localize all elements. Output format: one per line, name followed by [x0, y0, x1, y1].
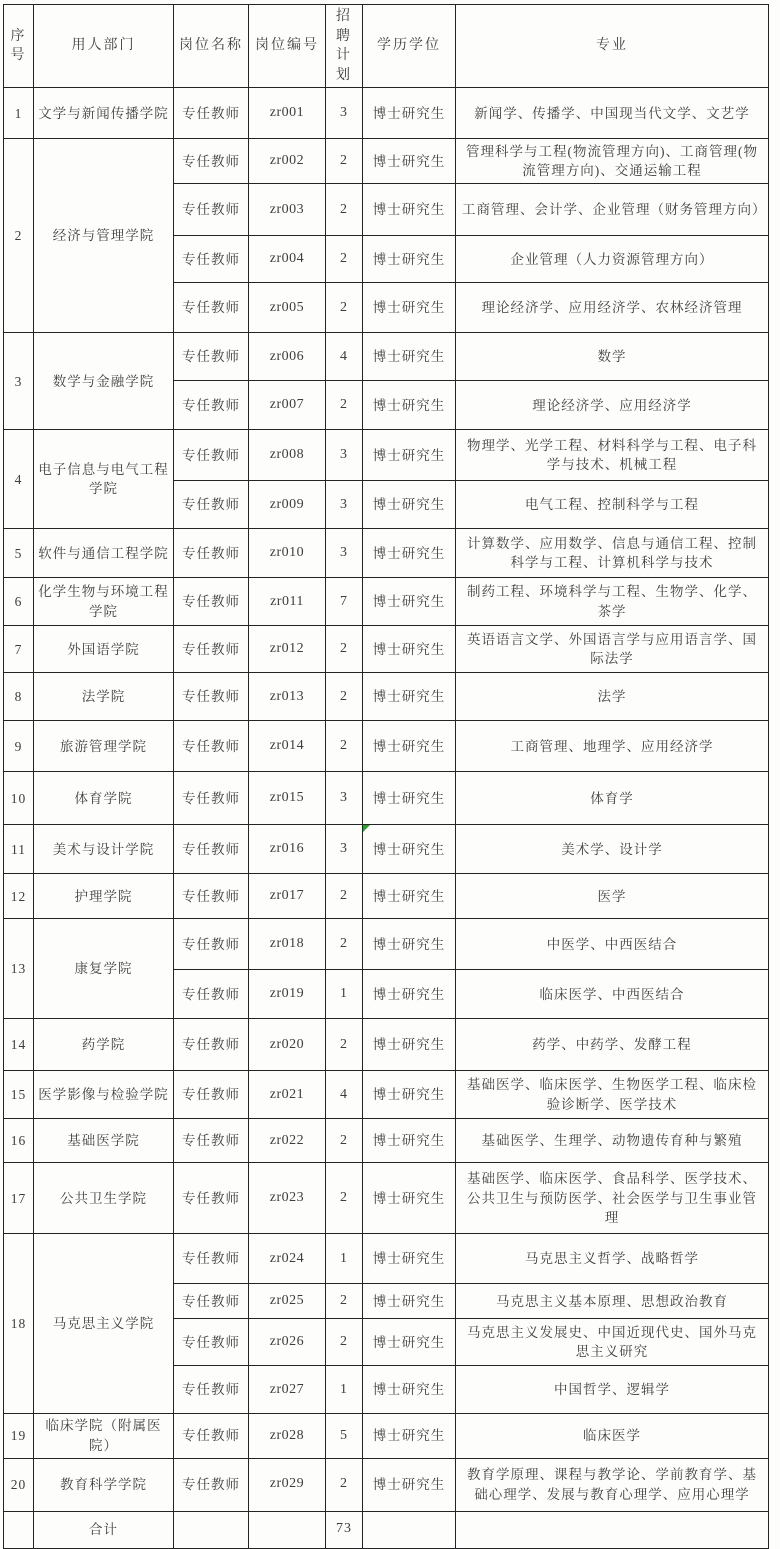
cell-degree: 博士研究生: [363, 139, 456, 184]
table-row: [4, 529, 769, 578]
cell-position-code: zr025: [249, 1284, 326, 1319]
cell-department: 基础医学院: [34, 1119, 174, 1163]
cell-position-code: zr009: [249, 481, 326, 529]
cell-quota: 3: [326, 88, 363, 139]
table-row: [4, 1119, 769, 1163]
cell-degree: 博士研究生: [363, 236, 456, 283]
cell-majors: 新闻学、传播学、中国现当代文学、文艺学: [456, 88, 769, 139]
cell-majors: 教育学原理、课程与教学论、学前教育学、基础心理学、发展与教育心理学、应用心理学: [456, 1458, 769, 1511]
cell-department: 康复学院: [34, 919, 174, 1019]
table-row: [4, 626, 769, 673]
cell-position-title: 专任教师: [174, 874, 249, 919]
cell-degree: 博士研究生: [363, 1414, 456, 1458]
cell-degree: 博士研究生: [363, 1366, 456, 1414]
cell-quota: 2: [326, 1284, 363, 1319]
cell-serial: 6: [4, 578, 34, 626]
cell-degree: 博士研究生: [363, 283, 456, 333]
cell-degree: 博士研究生: [363, 721, 456, 772]
cell-department: 教育科学学院: [34, 1458, 174, 1511]
table-row: [4, 673, 769, 721]
cell-position-code: zr001: [249, 88, 326, 139]
cell-total-label: 合计: [34, 1511, 174, 1548]
cell-majors: 中国哲学、逻辑学: [456, 1366, 769, 1414]
cell-serial: 8: [4, 673, 34, 721]
cell-position-title: 专任教师: [174, 481, 249, 529]
cell-degree: 博士研究生: [363, 1071, 456, 1119]
cell-degree: 博士研究生: [363, 1163, 456, 1234]
cell-majors: 美术学、设计学: [456, 825, 769, 874]
cell-degree: 博士研究生: [363, 1458, 456, 1511]
table-row: [4, 1163, 769, 1234]
cell-majors: 药学、中药学、发酵工程: [456, 1019, 769, 1071]
cell-degree: 博士研究生: [363, 1319, 456, 1366]
cell-majors: 基础医学、临床医学、食品科学、医学技术、公共卫生与预防医学、社会医学与卫生事业管理: [456, 1163, 769, 1234]
cell-serial: 5: [4, 529, 34, 578]
col-header-position-title: 岗位名称: [174, 5, 249, 88]
cell-majors: 医学: [456, 874, 769, 919]
table-row: [4, 825, 769, 874]
cell-degree: 博士研究生: [363, 874, 456, 919]
cell-position-code: zr005: [249, 283, 326, 333]
cell-degree: 博士研究生: [363, 578, 456, 626]
cell-quota: 2: [326, 283, 363, 333]
cell-quota: 2: [326, 626, 363, 673]
col-header-quota: 招聘计划: [326, 5, 363, 88]
table-row: [4, 578, 769, 626]
cell-position-title: 专任教师: [174, 626, 249, 673]
table-row: [4, 1414, 769, 1458]
cell-quota: 5: [326, 1414, 363, 1458]
cell-quota: 3: [326, 825, 363, 874]
col-header-department: 用人部门: [34, 5, 174, 88]
cell-majors: 临床医学、中西医结合: [456, 970, 769, 1019]
cell-quota: 2: [326, 139, 363, 184]
cell-quota: 4: [326, 1071, 363, 1119]
cell-position-code: zr023: [249, 1163, 326, 1234]
recruitment-table: [3, 4, 769, 1549]
cell-position-title: 专任教师: [174, 1366, 249, 1414]
cell-degree: 博士研究生: [363, 184, 456, 236]
cell-serial: 4: [4, 430, 34, 529]
cell-quota: 3: [326, 529, 363, 578]
cell-position-title: 专任教师: [174, 919, 249, 970]
cell-position-title: 专任教师: [174, 825, 249, 874]
cell-position-title: 专任教师: [174, 381, 249, 430]
cell-majors: 马克思主义基本原理、思想政治教育: [456, 1284, 769, 1319]
cell-degree: 博士研究生: [363, 919, 456, 970]
cell-position-title: 专任教师: [174, 1319, 249, 1366]
cell-position-code: zr004: [249, 236, 326, 283]
cell-quota: 2: [326, 673, 363, 721]
cell-position-code: zr003: [249, 184, 326, 236]
table-row: [4, 772, 769, 825]
cell-serial: 16: [4, 1119, 34, 1163]
cell-position-code: zr027: [249, 1366, 326, 1414]
cell-department: 医学影像与检验学院: [34, 1071, 174, 1119]
cell-majors: 英语语言文学、外国语言学与应用语言学、国际法学: [456, 626, 769, 673]
cell-majors: 基础医学、生理学、动物遗传育种与繁殖: [456, 1119, 769, 1163]
cell-quota: 3: [326, 430, 363, 481]
cell-quota: 2: [326, 184, 363, 236]
cell-degree-text: 博士研究生: [372, 841, 446, 857]
cell-quota: 1: [326, 970, 363, 1019]
cell-quota: 2: [326, 236, 363, 283]
cell-serial: 11: [4, 825, 34, 874]
cell-department: 公共卫生学院: [34, 1163, 174, 1234]
cell-position-code: zr024: [249, 1234, 326, 1284]
cell-position-title: 专任教师: [174, 1234, 249, 1284]
cell-position-code: zr013: [249, 673, 326, 721]
cell-quota: 2: [326, 874, 363, 919]
table-row: [4, 721, 769, 772]
cell-majors: 制药工程、环境科学与工程、生物学、化学、茶学: [456, 578, 769, 626]
cell-quota: 2: [326, 1163, 363, 1234]
cell-serial: 10: [4, 772, 34, 825]
cell-majors: 法学: [456, 673, 769, 721]
table-row: [4, 1458, 769, 1511]
cell-position-title: 专任教师: [174, 139, 249, 184]
cell-department: 药学院: [34, 1019, 174, 1071]
cell-position-title: 专任教师: [174, 1119, 249, 1163]
cell-quota: 4: [326, 333, 363, 381]
cell-degree: 博士研究生: [363, 529, 456, 578]
cell-position-title: 专任教师: [174, 333, 249, 381]
cell-majors: 理论经济学、应用经济学、农林经济管理: [456, 283, 769, 333]
cell-position-title: 专任教师: [174, 970, 249, 1019]
cell-department: 法学院: [34, 673, 174, 721]
cell-department: 旅游管理学院: [34, 721, 174, 772]
cell-position-code: zr028: [249, 1414, 326, 1458]
cell-position-title: 专任教师: [174, 721, 249, 772]
cell-corner-marker-icon: [363, 825, 370, 832]
cell-degree: 博士研究生: [363, 673, 456, 721]
cell-degree: 博士研究生: [363, 481, 456, 529]
cell-majors: 管理科学与工程(物流管理方向)、工商管理(物流管理方向)、交通运输工程: [456, 139, 769, 184]
table-row: [4, 430, 769, 481]
cell-position-code: zr029: [249, 1458, 326, 1511]
cell-position-title: 专任教师: [174, 578, 249, 626]
table-row: [4, 139, 769, 184]
cell-degree: 博士研究生: [363, 1019, 456, 1071]
col-header-serial: 序号: [4, 5, 34, 88]
cell-quota: 1: [326, 1234, 363, 1284]
cell-empty: [363, 1511, 456, 1548]
cell-position-code: zr011: [249, 578, 326, 626]
cell-majors: 临床医学: [456, 1414, 769, 1458]
cell-department: 美术与设计学院: [34, 825, 174, 874]
cell-majors: 理论经济学、应用经济学: [456, 381, 769, 430]
cell-majors: 体育学: [456, 772, 769, 825]
cell-position-code: zr022: [249, 1119, 326, 1163]
cell-serial: 2: [4, 139, 34, 333]
cell-majors: 企业管理（人力资源管理方向）: [456, 236, 769, 283]
cell-position-title: 专任教师: [174, 1414, 249, 1458]
cell-quota: 2: [326, 721, 363, 772]
cell-majors: 马克思主义哲学、战略哲学: [456, 1234, 769, 1284]
cell-quota: 2: [326, 1019, 363, 1071]
cell-position-code: zr021: [249, 1071, 326, 1119]
cell-serial: 1: [4, 88, 34, 139]
table-row: [4, 88, 769, 139]
cell-serial: 3: [4, 333, 34, 430]
cell-position-title: 专任教师: [174, 772, 249, 825]
cell-degree: 博士研究生: [363, 88, 456, 139]
cell-total-count: 73: [326, 1511, 363, 1548]
cell-position-title: 专任教师: [174, 1458, 249, 1511]
cell-department: 外国语学院: [34, 626, 174, 673]
table-row: [4, 333, 769, 381]
cell-serial: 7: [4, 626, 34, 673]
cell-position-title: 专任教师: [174, 1019, 249, 1071]
cell-serial: 13: [4, 919, 34, 1019]
cell-department: 体育学院: [34, 772, 174, 825]
cell-serial: 15: [4, 1071, 34, 1119]
cell-department: 软件与通信工程学院: [34, 529, 174, 578]
cell-position-code: zr026: [249, 1319, 326, 1366]
table-row: [4, 919, 769, 970]
cell-serial-empty: [4, 1511, 34, 1548]
col-header-degree: 学历学位: [363, 5, 456, 88]
cell-position-title: 专任教师: [174, 184, 249, 236]
cell-degree: 博士研究生: [363, 626, 456, 673]
cell-quota: 7: [326, 578, 363, 626]
cell-empty: [456, 1511, 769, 1548]
cell-position-code: zr007: [249, 381, 326, 430]
cell-position-code: zr008: [249, 430, 326, 481]
cell-majors: 物理学、光学工程、材料科学与工程、电子科学与技术、机械工程: [456, 430, 769, 481]
cell-majors: 计算数学、应用数学、信息与通信工程、控制科学与工程、计算机科学与技术: [456, 529, 769, 578]
cell-department: 化学生物与环境工程学院: [34, 578, 174, 626]
cell-serial: 12: [4, 874, 34, 919]
cell-degree: 博士研究生: [363, 970, 456, 1019]
cell-serial: 19: [4, 1414, 34, 1458]
cell-degree: 博士研究生: [363, 772, 456, 825]
cell-serial: 18: [4, 1234, 34, 1414]
cell-department: 马克思主义学院: [34, 1234, 174, 1414]
cell-position-code: zr012: [249, 626, 326, 673]
cell-position-code: zr006: [249, 333, 326, 381]
cell-quota: 3: [326, 772, 363, 825]
cell-department: 经济与管理学院: [34, 139, 174, 333]
cell-position-code: zr002: [249, 139, 326, 184]
cell-department: 临床学院（附属医院）: [34, 1414, 174, 1458]
cell-position-code: zr010: [249, 529, 326, 578]
cell-department: 护理学院: [34, 874, 174, 919]
cell-quota: 1: [326, 1366, 363, 1414]
cell-position-code: zr018: [249, 919, 326, 970]
cell-serial: 14: [4, 1019, 34, 1071]
cell-majors: 工商管理、会计学、企业管理（财务管理方向）: [456, 184, 769, 236]
col-header-majors: 专业: [456, 5, 769, 88]
cell-position-code: zr019: [249, 970, 326, 1019]
cell-quota: 3: [326, 481, 363, 529]
table-row: [4, 1071, 769, 1119]
total-row: [4, 1511, 769, 1548]
cell-degree: 博士研究生: [363, 381, 456, 430]
cell-quota: 2: [326, 919, 363, 970]
cell-quota: 2: [326, 1119, 363, 1163]
cell-position-code: zr014: [249, 721, 326, 772]
cell-degree: 博士研究生: [363, 1119, 456, 1163]
cell-serial: 9: [4, 721, 34, 772]
cell-department: 电子信息与电气工程学院: [34, 430, 174, 529]
cell-quota: 2: [326, 1458, 363, 1511]
cell-degree: 博士研究生: [363, 1234, 456, 1284]
cell-empty: [249, 1511, 326, 1548]
cell-degree: 博士研究生: [363, 333, 456, 381]
cell-position-title: 专任教师: [174, 236, 249, 283]
cell-position-title: 专任教师: [174, 529, 249, 578]
cell-serial: 17: [4, 1163, 34, 1234]
table-row: [4, 1019, 769, 1071]
table-row: [4, 874, 769, 919]
table-row: [4, 1234, 769, 1284]
cell-majors: 马克思主义发展史、中国近现代史、国外马克思主义研究: [456, 1319, 769, 1366]
cell-position-code: zr015: [249, 772, 326, 825]
cell-position-title: 专任教师: [174, 430, 249, 481]
cell-department: 数学与金融学院: [34, 333, 174, 430]
cell-department: 文学与新闻传播学院: [34, 88, 174, 139]
cell-position-code: zr017: [249, 874, 326, 919]
cell-position-title: 专任教师: [174, 88, 249, 139]
cell-position-code: zr016: [249, 825, 326, 874]
cell-majors: 电气工程、控制科学与工程: [456, 481, 769, 529]
cell-position-title: 专任教师: [174, 1071, 249, 1119]
cell-majors: 中医学、中西医结合: [456, 919, 769, 970]
cell-majors: 数学: [456, 333, 769, 381]
cell-position-title: 专任教师: [174, 1284, 249, 1319]
cell-degree: 博士研究生: [363, 430, 456, 481]
cell-quota: 2: [326, 381, 363, 430]
cell-degree: 博士研究生: [363, 1284, 456, 1319]
cell-degree: [363, 825, 456, 874]
cell-quota: 2: [326, 1319, 363, 1366]
cell-position-title: 专任教师: [174, 283, 249, 333]
cell-serial: 20: [4, 1458, 34, 1511]
cell-position-title: 专任教师: [174, 673, 249, 721]
col-header-position-code: 岗位编号: [249, 5, 326, 88]
cell-majors: 工商管理、地理学、应用经济学: [456, 721, 769, 772]
header-row: [4, 5, 769, 88]
cell-majors: 基础医学、临床医学、生物医学工程、临床检验诊断学、医学技术: [456, 1071, 769, 1119]
cell-position-title: 专任教师: [174, 1163, 249, 1234]
cell-empty: [174, 1511, 249, 1548]
cell-position-code: zr020: [249, 1019, 326, 1071]
